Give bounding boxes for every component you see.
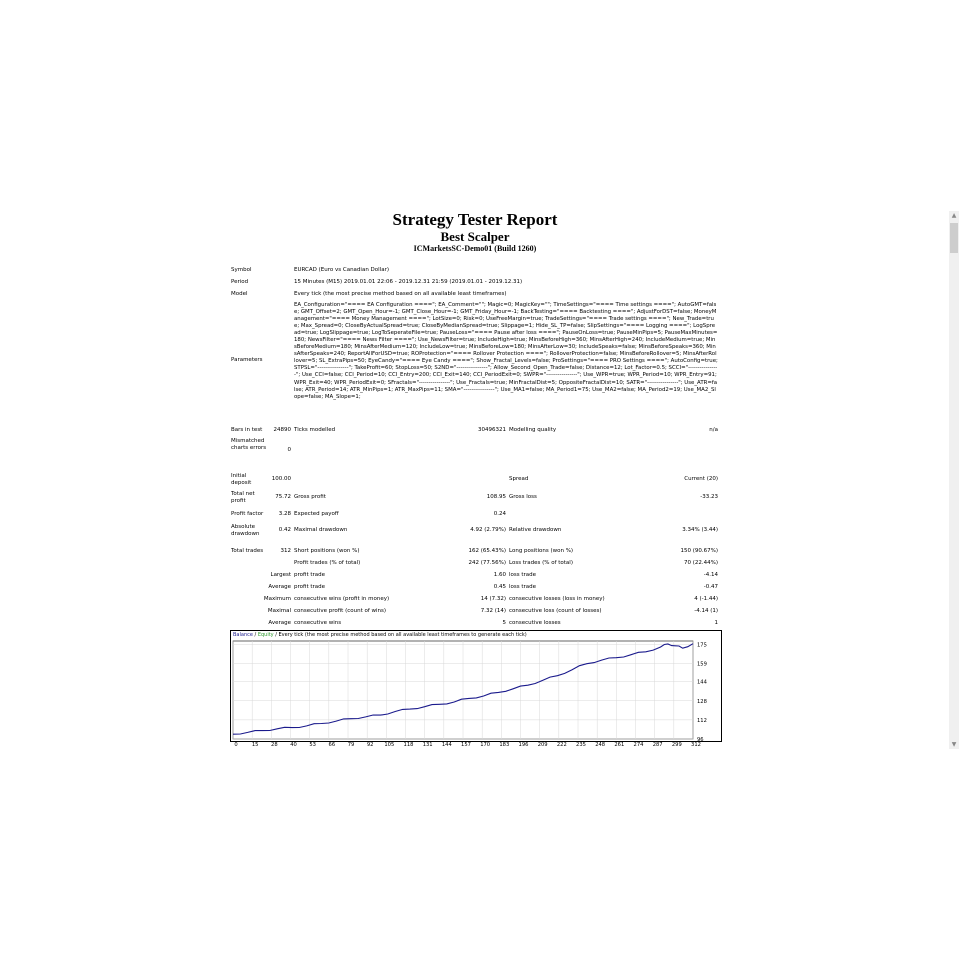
vertical-scrollbar[interactable] <box>949 211 959 749</box>
maxdd-value: 4.92 (2.79%) <box>470 527 506 533</box>
mismatch-label: Mismatched charts errors <box>231 438 267 451</box>
long-label: Long positions (won %) <box>509 548 574 554</box>
average-label: Average <box>268 584 291 590</box>
grossloss-value: -33.23 <box>700 494 718 500</box>
max-losses-label: consecutive losses (loss in money) <box>509 596 605 602</box>
netprofit-label: Total net profit <box>231 491 255 504</box>
y-tick-label: 159 <box>697 661 707 668</box>
quality-value: n/a <box>709 427 718 433</box>
bars-value: 24890 <box>273 427 291 433</box>
bars-label: Bars in test <box>231 427 263 433</box>
y-tick-label: 128 <box>697 698 707 705</box>
x-tick-label: 312 <box>691 742 701 748</box>
long-value: 150 (90.67%) <box>680 548 718 554</box>
ticks-label: Ticks modelled <box>294 427 336 433</box>
x-tick-label: 248 <box>595 742 606 748</box>
x-tick-label: 118 <box>403 742 414 748</box>
pf-value: 3.28 <box>278 511 291 517</box>
chart-legend-equity: Equity <box>257 632 274 638</box>
quality-label: Modelling quality <box>509 427 557 433</box>
avg-losses-value: 1 <box>714 620 718 626</box>
average-profit-value: 0.45 <box>493 584 506 590</box>
symbol-label: Symbol <box>231 267 252 273</box>
grossloss-label: Gross loss <box>509 494 537 500</box>
model-label: Model <box>231 291 248 297</box>
largest-loss-value: -4.14 <box>703 572 718 578</box>
mismatch-value: 0 <box>287 447 291 453</box>
x-tick-label: 183 <box>499 742 510 748</box>
largest-loss-label: loss trade <box>509 572 537 578</box>
x-tick-label: 222 <box>556 742 567 748</box>
grossprofit-label: Gross profit <box>294 494 326 500</box>
average-loss-value: -0.47 <box>703 584 718 590</box>
deposit-label: Initial deposit <box>231 473 252 486</box>
x-tick-label: 40 <box>290 742 297 748</box>
scroll-down-icon[interactable]: ▼ <box>951 741 957 748</box>
maximum-label: Maximum <box>263 596 291 602</box>
trades-value: 312 <box>280 548 291 554</box>
y-tick-label: 96 <box>697 737 704 743</box>
losstrades-value: 70 (22.44%) <box>683 560 718 566</box>
x-tick-label: 196 <box>518 742 529 748</box>
x-tick-label: 92 <box>366 742 374 748</box>
maximal-loss-value: -4.14 (1) <box>694 608 718 614</box>
short-label: Short positions (won %) <box>294 548 360 554</box>
largest-label: Largest <box>270 572 291 578</box>
scroll-thumb[interactable] <box>950 223 958 253</box>
x-tick-label: 261 <box>614 742 625 748</box>
x-tick-label: 299 <box>671 742 682 748</box>
short-value: 162 (65.43%) <box>468 548 506 554</box>
expert-name: Best Scalper <box>440 229 510 244</box>
losstrades-label: Loss trades (% of total) <box>509 560 573 566</box>
symbol-value: EURCAD (Euro vs Canadian Dollar) <box>294 267 389 273</box>
payoff-label: Expected payoff <box>294 511 339 517</box>
absdd-label: Absolute drawdown <box>231 524 260 537</box>
x-tick-label: 105 <box>384 742 395 748</box>
trades-label: Total trades <box>231 548 264 554</box>
x-tick-label: 28 <box>271 742 278 748</box>
profittrades-value: 242 (77.56%) <box>468 560 506 566</box>
x-tick-label: 235 <box>576 742 586 748</box>
balance-chart <box>230 630 722 748</box>
period-label: Period <box>231 279 249 285</box>
pf-label: Profit factor <box>231 511 264 517</box>
x-tick-label: 79 <box>347 742 355 748</box>
reldd-value: 3.34% (3.44) <box>682 527 718 533</box>
absdd-value: 0.42 <box>278 527 291 533</box>
spread-value: Current (20) <box>684 476 718 482</box>
server-name: ICMarketsSC-Demo01 (Build 1260) <box>413 244 537 253</box>
max-wins-value: 14 (7.32) <box>480 596 506 602</box>
maxdd-label: Maximal drawdown <box>294 527 348 533</box>
average-loss-label: loss trade <box>509 584 537 590</box>
x-tick-label: 274 <box>633 742 644 748</box>
x-tick-label: 144 <box>441 742 452 748</box>
deposit-value: 100.00 <box>271 476 291 482</box>
avg-wins-value: 5 <box>502 620 506 626</box>
avg2-label: Average <box>268 620 291 626</box>
model-value: Every tick (the most precise method based on all available least timeframes) <box>294 291 507 297</box>
netprofit-value: 75.72 <box>275 494 291 500</box>
y-tick-label: 112 <box>697 717 707 724</box>
avg-wins-label: consecutive wins <box>294 620 342 626</box>
x-tick-label: 53 <box>309 742 316 748</box>
report-title: Strategy Tester Report <box>392 210 558 229</box>
parameters-label: Parameters <box>231 357 263 363</box>
maximal-profit-value: 7.32 (14) <box>480 608 506 614</box>
x-tick-label: 131 <box>422 742 433 748</box>
largest-profit-label: profit trade <box>294 572 326 578</box>
spread-label: Spread <box>509 476 529 482</box>
x-tick-label: 170 <box>480 742 491 748</box>
chart-legend-balance: Balance <box>233 632 253 638</box>
y-tick-label: 175 <box>697 642 707 649</box>
x-tick-label: 0 <box>234 742 238 748</box>
period-value: 15 Minutes (M15) 2019.01.01 22:06 - 2019.12.31 21:59 (2019.01.01 - 2019.12.31) <box>294 279 523 285</box>
payoff-value: 0.24 <box>493 511 506 517</box>
largest-profit-value: 1.60 <box>493 572 506 578</box>
chart-legend-sep: / <box>252 632 258 638</box>
chart-legend-rest: / Every tick (the most precise method based on all available least timeframes to generate each tick) <box>273 632 527 638</box>
maximal-loss-label: consecutive loss (count of losses) <box>509 608 602 614</box>
chart-plot <box>231 631 721 753</box>
maximal-label: Maximal <box>267 608 291 614</box>
x-tick-label: 209 <box>537 742 548 748</box>
average-profit-label: profit trade <box>294 584 326 590</box>
reldd-label: Relative drawdown <box>509 527 562 533</box>
profittrades-label: Profit trades (% of total) <box>294 560 361 566</box>
max-losses-value: 4 (-1.44) <box>694 596 718 602</box>
maximal-profit-label: consecutive profit (count of wins) <box>294 608 387 614</box>
max-wins-label: consecutive wins (profit in money) <box>294 596 390 602</box>
ticks-value: 30496321 <box>478 427 506 433</box>
x-tick-label: 287 <box>652 742 663 748</box>
grossprofit-value: 108.95 <box>486 494 506 500</box>
x-tick-label: 15 <box>251 742 259 748</box>
x-tick-label: 66 <box>328 742 336 748</box>
y-tick-label: 144 <box>697 679 707 686</box>
avg-losses-label: consecutive losses <box>509 620 561 626</box>
x-tick-label: 157 <box>461 742 471 748</box>
scroll-up-icon[interactable]: ▲ <box>951 212 957 219</box>
parameters-value: EA_Configuration="==== EA Configuration ===="; EA_Comment=""; Magic=0; MagicKey=""; TimeSettings="==== Time settings ===="; AutoGMT=false; GMT_Offset=2; GMT_Open_Hour=-1; GMT_Close_Hour=-1; GMT_Friday_Hour=-1; BackTesting="==== Backtesting ===="; AdjustForDST=false; MoneyManagement="==== Money Management ===="; LotSize=0; Risk=0; UseFreeMargin=true; TradeSettings="==== Trade settings ===="; New_Trade=true; Max_Spread=0; CloseByActualSpread=true; CloseByMedianSpread=true; Slippage=1; Hide_SL_TP=false; SlipSettings="==== Logging ===="; LogSpread=true; LogSlippage=true; LogToSeperateFile=true; PauseLoss="==== Pause after loss ===="; PauseOnLoss=true; PauseMinPips=5; PauseMaxMinutes=180; NewsFilter="==== News Filter ===="; Use_NewsFilter=true; IncludeHigh=true; MinsBeforeHigh=360; MinsAfterHigh=240; IncludeMedium=true; MinsBeforeMedium=180; MinsAfterMedium=120; IncludeLow=true; MinsBeforeLow=180; MinsAfterLow=30; IncludeSpeaks=false; MinsBeforeSpeaks=360; MinsAfterSpeaks=240; ReportAllForUSD=true; ROProtection="==== Rollover Protection ===="; RolloverProtection=false; MinsBeforeRollover=5; MinsAfterRollover=5; SL_ExtraPips=50; EyeCandy="==== Eye Candy ===="; Show_Fractal_Levels=false; ProSettings="==== PRO Settings ===="; AutoConfig=true; STPSL="----------------"; TakeProfit=60; StopLoss=50; S2ND="----------------"; Allow_Second_Open_Trade=false; Distance=12; Lot_Factor=0.5; SCCI="----------------"; Use_CCI=false; CCI_Period=10; CCI_Entry=200; CCI_Exit=140; CCI_PeriodExit=0; SWPR="----------------"; Use_WPR=true; WPR_Period=10; WPR_Entry=91; WPR_Exit=40; WPR_PeriodExit=0; SFractals="----------------"; Use_Fractals=true; MinFractalDist=5; OppositeFractalDist=10; SATR="----------------"; Use_ATR=false; ATR_Period=14; ATR_MinPips=1; ATR_MaxPips=11; SMA="----------------"; Use_MA1=false; MA_Period1=75; Use_MA2=false; MA_Period2=19; Use_MA2_Slope=false; MA_Slope=1; <box>294 302 718 400</box>
